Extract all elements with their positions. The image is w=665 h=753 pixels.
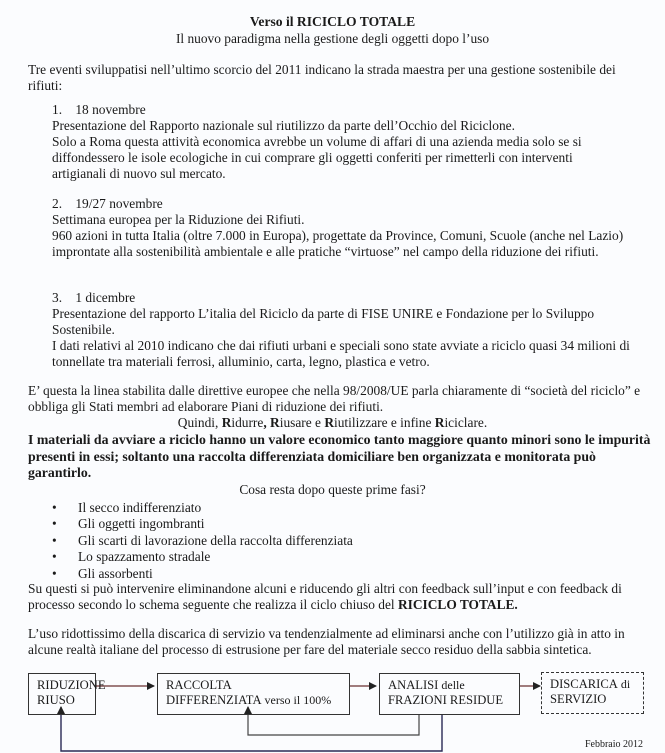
motto-word-riciclare: iciclare.	[444, 415, 488, 430]
motto-line	[0, 415, 665, 431]
box-3-line-2: FRAZIONI RESIDUE	[388, 693, 504, 707]
box-4-line-1	[550, 677, 635, 692]
document-subtitle: Il nuovo paradigma nella gestione degli oggetti dopo l’uso	[175, 31, 490, 46]
event-2	[52, 196, 652, 260]
diagram-box-analisi-frazioni	[379, 673, 520, 715]
box-2-line-2	[166, 693, 341, 708]
motto-word-riusare: iusare e	[279, 415, 325, 430]
list-item: • Gli scarti di lavorazione della raccolta differenziata	[52, 533, 353, 549]
box-2-line-2b: verso il 100%	[261, 693, 332, 707]
event-2-number: 2.	[52, 196, 63, 211]
feedback-text: Su questi si può intervenire eliminandone alcuni e riducendo gli altri con feedback sull’input e con feedback di processo secondo lo schema seguente che realizza il ciclo chiuso del	[28, 581, 622, 612]
list-item: • Il secco indifferenziato	[52, 500, 353, 516]
motto-separator: ,	[263, 415, 271, 430]
list-item: • Lo spazzamento stradale	[52, 549, 353, 565]
event-3-heading	[52, 290, 652, 306]
event-3-date: 1 dicembre	[75, 290, 136, 305]
motto-r-riusare: R	[270, 415, 280, 430]
event-1-date: 18 novembre	[75, 102, 146, 117]
motto-r-riutilizzare: R	[324, 415, 335, 430]
event-2-date: 19/27 novembre	[75, 196, 163, 211]
diagram-box-discarica	[541, 672, 644, 714]
footer-date: Febbraio 2012	[584, 739, 643, 750]
residuals-list	[52, 500, 353, 582]
box-1-line-2: RIUSO	[37, 693, 75, 707]
landfill-paragraph: L’uso ridottissimo della discarica di servizio va tendenzialmente ad eliminarsi anche con l’utilizzo già in atto in alcune realtà italiane del processo di estrusione per fare del materiale secco residuo della sabbia sintetica.	[28, 626, 625, 657]
event-3-line-1: Presentazione del rapporto L’italia del Riciclo da parte di FISE UNIRE e Fondazione per lo Sviluppo Sostenibile.	[52, 306, 595, 337]
event-1-heading	[52, 102, 652, 118]
motto-word-ridurre: idurre	[231, 415, 264, 430]
feedback-paragraph	[28, 581, 653, 613]
box-3-line-1a: ANALISI	[388, 678, 439, 692]
diagram-box-riduzione-riuso	[28, 673, 106, 715]
motto-r-riciclare: R	[434, 415, 445, 430]
event-1-line-1: Presentazione del Rapporto nazionale sul riutilizzo da parte dell’Occhio del Riciclone.	[52, 118, 515, 133]
box-2-line-2a: DIFFERENZIATA	[166, 693, 262, 707]
event-1-number: 1.	[52, 102, 63, 117]
motto-prefix: Quindi,	[177, 415, 222, 430]
list-item: • Gli assorbenti	[52, 566, 353, 582]
document-title: Verso il RICICLO TOTALE	[249, 14, 416, 29]
event-3	[52, 290, 652, 370]
event-1	[52, 102, 652, 182]
event-3-number: 3.	[52, 290, 63, 305]
motto-word-riutilizzare: iutilizzare e infine	[334, 415, 435, 430]
event-3-line-2: I dati relativi al 2010 indicano che dai rifiuti urbani e speciali sono state avviate a riciclo quasi 34 milioni di tonnellate tra materiali ferrosi, alluminio, carta, legno, plastica e vetro.	[52, 338, 630, 369]
event-1-line-2: Solo a Roma questa attività economica avrebbe un volume di affari di una azienda media solo se si diffondessero le isole ecologiche in cui comprare gli oggetti conferiti per rimetterli con interventi artigianali di nuovo sul mercato.	[52, 134, 582, 181]
bold-paragraph: I materiali da avviare a riciclo hanno un valore economico tanto maggiore quanto minori sono le impurità presenti in essi; soltanto una raccolta differenziata domiciliare ben organizzata e monitorata può garantirlo.	[28, 432, 651, 480]
event-2-line-1: Settimana europea per la Riduzione dei Rifiuti.	[52, 212, 305, 227]
feedback-bold-text: RICICLO TOTALE.	[397, 597, 518, 612]
intro-paragraph: Tre eventi sviluppatisi nell’ultimo scorcio del 2011 indicano la strada maestra per una gestione sostenibile dei rifiuti:	[28, 62, 616, 93]
question-line: Cosa resta dopo queste prime fasi?	[239, 482, 426, 497]
box-1-line-1: RIDUZIONE	[37, 678, 106, 692]
box-4-line-1a: DISCARICA	[550, 677, 618, 691]
event-2-line-2: 960 azioni in tutta Italia (oltre 7.000 in Europa), progettate da Province, Comuni, Scuole (anche nel Lazio) improntate alla sostenibilità ambientale e alle pratiche “virtuose” nel campo della riduzione dei rifiuti.	[52, 228, 624, 259]
motto-r-ridurre: R	[221, 415, 232, 430]
box-3-line-1	[388, 678, 511, 693]
diagram-box-raccolta-differenziata	[157, 673, 350, 715]
box-4-line-2: SERVIZIO	[550, 692, 607, 706]
box-4-line-1b: di	[617, 677, 631, 691]
box-3-line-1b: delle	[438, 678, 465, 692]
list-item: • Gli oggetti ingombranti	[52, 516, 353, 532]
box-2-line-1: RACCOLTA	[166, 678, 232, 692]
directive-paragraph: E’ questa la linea stabilita dalle direttive europee che nella 98/2008/UE parla chiaramente di “società del riciclo” e obbliga gli Stati membri ad elaborare Piani di riduzione dei rifiuti.	[28, 383, 641, 414]
event-2-heading	[52, 196, 652, 212]
